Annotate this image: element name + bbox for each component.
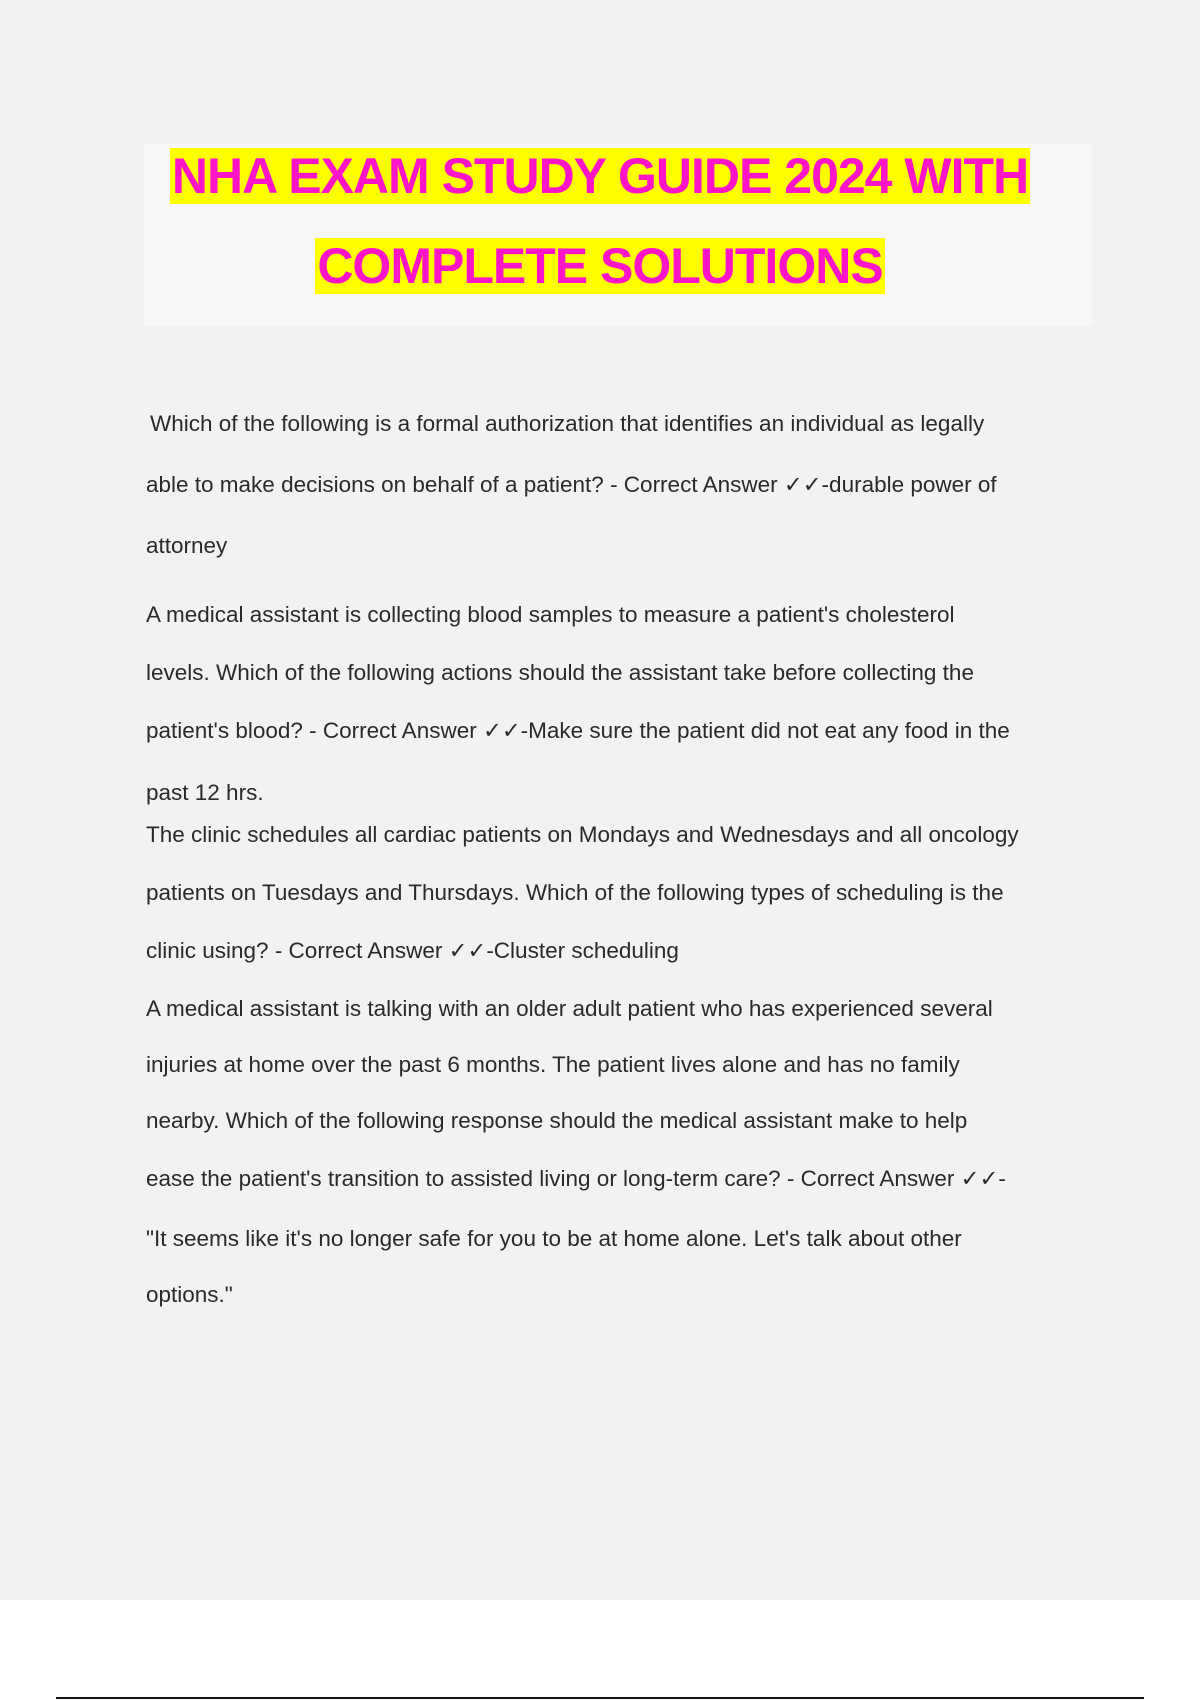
qa-line: past 12 hrs. (146, 780, 264, 805)
document-title-line-1 (0, 146, 1200, 206)
qa-line: A medical assistant is collecting blood samples to measure a patient's cholesterol (146, 602, 955, 627)
qa-line: A medical assistant is talking with an older adult patient who has experienced several (146, 996, 993, 1021)
qa-block-3 (146, 806, 1096, 980)
qa-line: ease the patient's transition to assisted living or long-term care? - Correct Answer ✓✓- (146, 1166, 1006, 1191)
document-title-line-2 (0, 236, 1200, 296)
qa-block-2 (146, 586, 1096, 822)
qa-line: clinic using? - Correct Answer ✓✓-Cluster scheduling (146, 938, 679, 963)
qa-line: levels. Which of the following actions should the assistant take before collecting the (146, 660, 974, 685)
qa-line: patients on Tuesdays and Thursdays. Which of the following types of scheduling is the (146, 880, 1004, 905)
qa-line: The clinic schedules all cardiac patients on Mondays and Wednesdays and all oncology (146, 822, 1019, 847)
qa-block-4 (146, 981, 1096, 1323)
qa-line: Which of the following is a formal authorization that identifies an individual as legally (150, 411, 985, 436)
qa-line: patient's blood? - Correct Answer ✓✓-Make sure the patient did not eat any food in the (146, 718, 1010, 743)
qa-line: nearby. Which of the following response should the medical assistant make to help (146, 1108, 968, 1133)
qa-line: options." (146, 1282, 233, 1307)
qa-line: attorney (146, 533, 228, 558)
qa-line: injuries at home over the past 6 months. The patient lives alone and has no family (146, 1052, 960, 1077)
title-highlight-2: COMPLETE SOLUTIONS (317, 238, 883, 294)
title-highlight-1: NHA EXAM STUDY GUIDE 2024 WITH (171, 148, 1029, 204)
qa-line: "It seems like it's no longer safe for you to be at home alone. Let's talk about other (146, 1226, 962, 1251)
qa-block-1 (146, 393, 1096, 576)
qa-line: able to make decisions on behalf of a patient? - Correct Answer ✓✓-durable power of (146, 472, 997, 497)
bottom-divider (56, 1697, 1144, 1699)
